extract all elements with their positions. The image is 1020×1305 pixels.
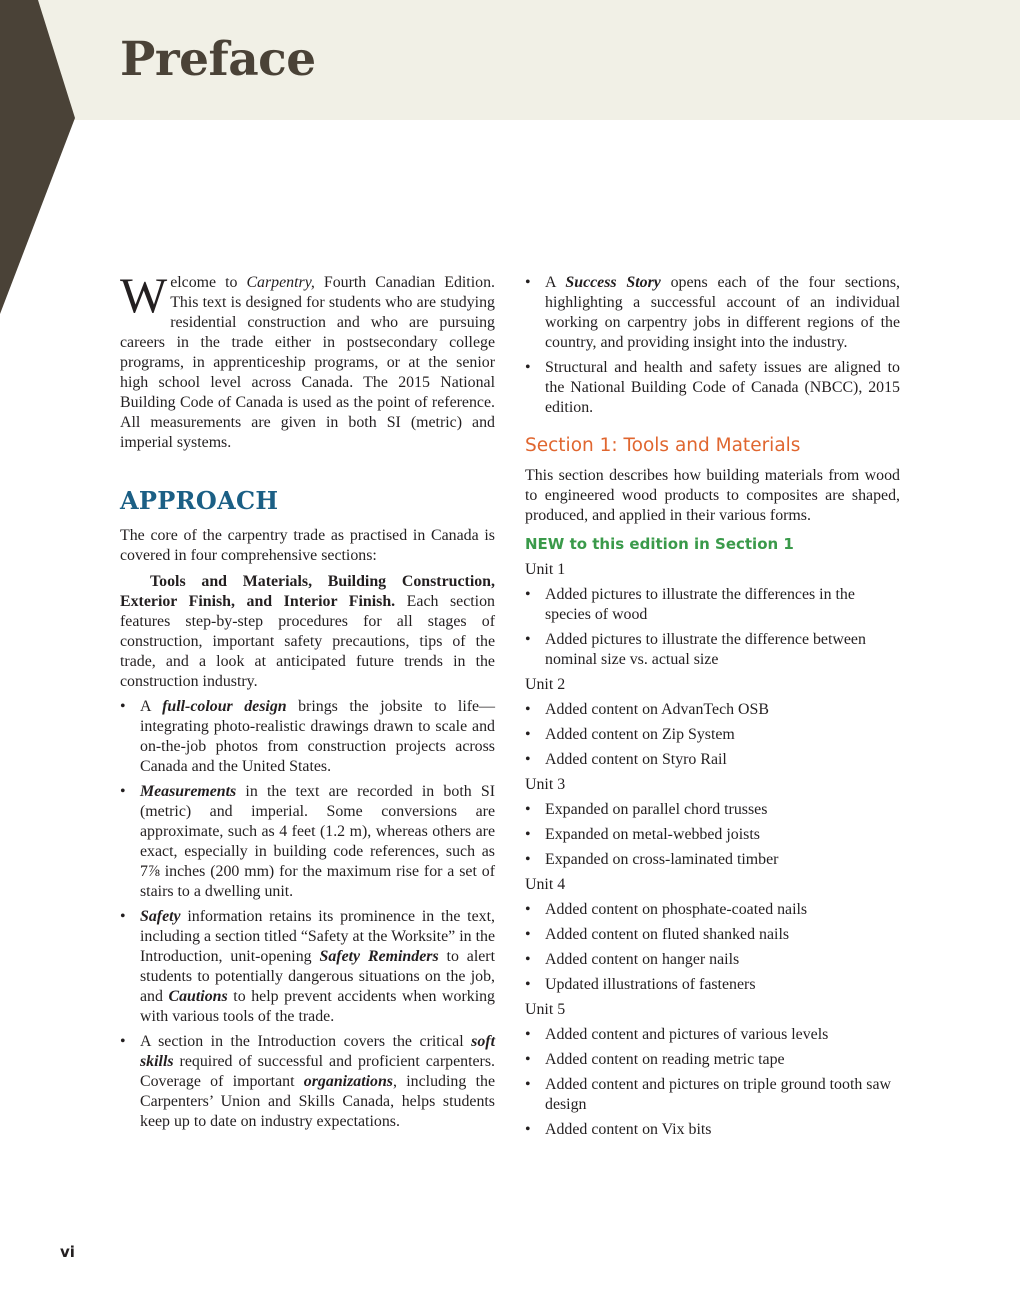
bullet-icon: •: [525, 826, 531, 843]
unit-label: Unit 3: [525, 776, 566, 793]
list-item: • Added content on Vix bits: [525, 1121, 712, 1138]
bullet-icon: •: [525, 726, 531, 743]
bullet-icon: •: [525, 751, 531, 768]
list-item: • Expanded on cross-laminated timber: [525, 851, 779, 868]
approach-heading: APPROACH: [120, 486, 279, 515]
bullet-icon: •: [525, 926, 531, 943]
list-item: • Added content on AdvanTech OSB: [525, 701, 769, 718]
unit-label: Unit 2: [525, 676, 566, 693]
list-item: • A section in the Introduction covers the critical soft skills required of successful and proficient carpenters. Coverage of important organizations, including the Carpenters’ Union and Skills Canada, helps students keep up to date on industry expectations.: [120, 1033, 495, 1130]
bullet-icon: •: [120, 1033, 126, 1050]
bullet-icon: •: [120, 908, 126, 925]
right-column: [525, 273, 900, 1145]
bullet-icon: •: [525, 1051, 531, 1068]
list-item: • Safety information retains its prominence in the text, including a section titled “Safety at the Worksite” in the Introduction, unit-opening Safety Reminders to alert students to potentially dangerous situations on the job, and Cautions to help prevent accidents when working with various tools of the trade.: [120, 908, 495, 1025]
list-item: • A Success Story opens each of the four sections, highlighting a successful account of an individual working on carpentry jobs in different regions of the country, and providing insight into the industry.: [525, 274, 900, 351]
unit-item-list: [525, 585, 900, 670]
bullet-icon: •: [525, 1076, 531, 1093]
list-item: • Added content on Zip System: [525, 726, 735, 743]
page-number: vi: [60, 1243, 75, 1261]
drop-cap: W: [120, 267, 168, 323]
unit-item-list: [525, 900, 900, 995]
list-item: • Structural and health and safety issues are aligned to the National Building Code of Canada (NBCC), 2015 edition.: [525, 359, 900, 416]
bullet-icon: •: [120, 698, 126, 715]
list-item: • Added pictures to illustrate the differences in the species of wood: [525, 586, 855, 623]
book-title: Carpentry,: [246, 274, 315, 291]
bullet-icon: •: [525, 274, 531, 291]
bullet-icon: •: [525, 976, 531, 993]
bullet-icon: •: [525, 701, 531, 718]
list-item: • Added content on Styro Rail: [525, 751, 727, 768]
bullet-icon: •: [120, 783, 126, 800]
approach-bullet-list: [120, 697, 495, 1132]
bullet-icon: •: [525, 801, 531, 818]
units-list: [525, 560, 900, 1140]
section1-heading: Section 1: Tools and Materials: [525, 435, 801, 456]
sections-paragraph: Tools and Materials, Building Construction, Exterior Finish, and Interior Finish. Each section features step-by-step procedures for all stages of construction, important safety precautions, tips of the trade, and a look at anticipated future trends in the construction industry.: [120, 573, 495, 690]
list-item: • Added pictures to illustrate the difference between nominal size vs. actual size: [525, 631, 866, 668]
bullet-icon: •: [525, 586, 531, 603]
list-item: • Measurements in the text are recorded in both SI (metric) and imperial. Some conversions are approximate, such as 4 feet (1.2 m), whereas others are exact, especially in building code references, such as 7⅞ inches (200 mm) for the maximum rise for a set of stairs to a dwelling unit.: [120, 783, 495, 900]
bullet-icon: •: [525, 951, 531, 968]
intro-paragraph: Welcome to Carpentry, Fourth Canadian Edition. This text is designed for students who are studying residential construction and who are pursuing careers in the trade either in postsecondary college programs, in apprenticeship programs, or at the senior high school level across Canada. The 2015 National Building Code of Canada is used as the point of reference. All measurements are given in both SI (metric) and imperial systems.: [120, 267, 495, 451]
list-item: • Added content on fluted shanked nails: [525, 926, 790, 943]
list-item: • Added content on hanger nails: [525, 951, 740, 968]
list-item: • Expanded on metal-webbed joists: [525, 826, 760, 843]
unit-label: Unit 1: [525, 561, 566, 578]
chevron-decoration: [0, 0, 76, 314]
unit-item-list: [525, 1025, 900, 1140]
bullet-icon: •: [525, 851, 531, 868]
unit-item-list: [525, 800, 900, 870]
unit-label: Unit 4: [525, 876, 566, 893]
list-item: • Added content and pictures of various levels: [525, 1026, 829, 1043]
bullet-icon: •: [525, 901, 531, 918]
new-edition-heading: NEW to this edition in Section 1: [525, 535, 794, 553]
list-item: • Updated illustrations of fasteners: [525, 976, 756, 993]
list-item: • Expanded on parallel chord trusses: [525, 801, 768, 818]
approach-paragraph: The core of the carpentry trade as practised in Canada is covered in four comprehensive sections:: [120, 527, 495, 564]
unit-item-list: [525, 700, 900, 770]
section1-paragraph: This section describes how building materials from wood to engineered wood products to composites are shaped, produced, and applied in their various forms.: [525, 467, 900, 524]
bullet-icon: •: [525, 1026, 531, 1043]
list-item: • Added content and pictures on triple ground tooth saw design: [525, 1076, 891, 1113]
list-item: • Added content on phosphate-coated nails: [525, 901, 808, 918]
unit-label: Unit 5: [525, 1001, 566, 1018]
list-item: • Added content on reading metric tape: [525, 1051, 785, 1068]
page-title: Preface: [120, 32, 316, 87]
bullet-icon: •: [525, 359, 531, 376]
bullet-icon: •: [525, 1121, 531, 1138]
list-item: • A full-colour design brings the jobsite to life—integrating photo-realistic drawings drawn to scale and on-the-job photos from construction projects across Canada and the United States.: [120, 698, 495, 775]
right-bullet-list: [525, 273, 900, 418]
left-column: [120, 267, 495, 1137]
bullet-icon: •: [525, 631, 531, 648]
